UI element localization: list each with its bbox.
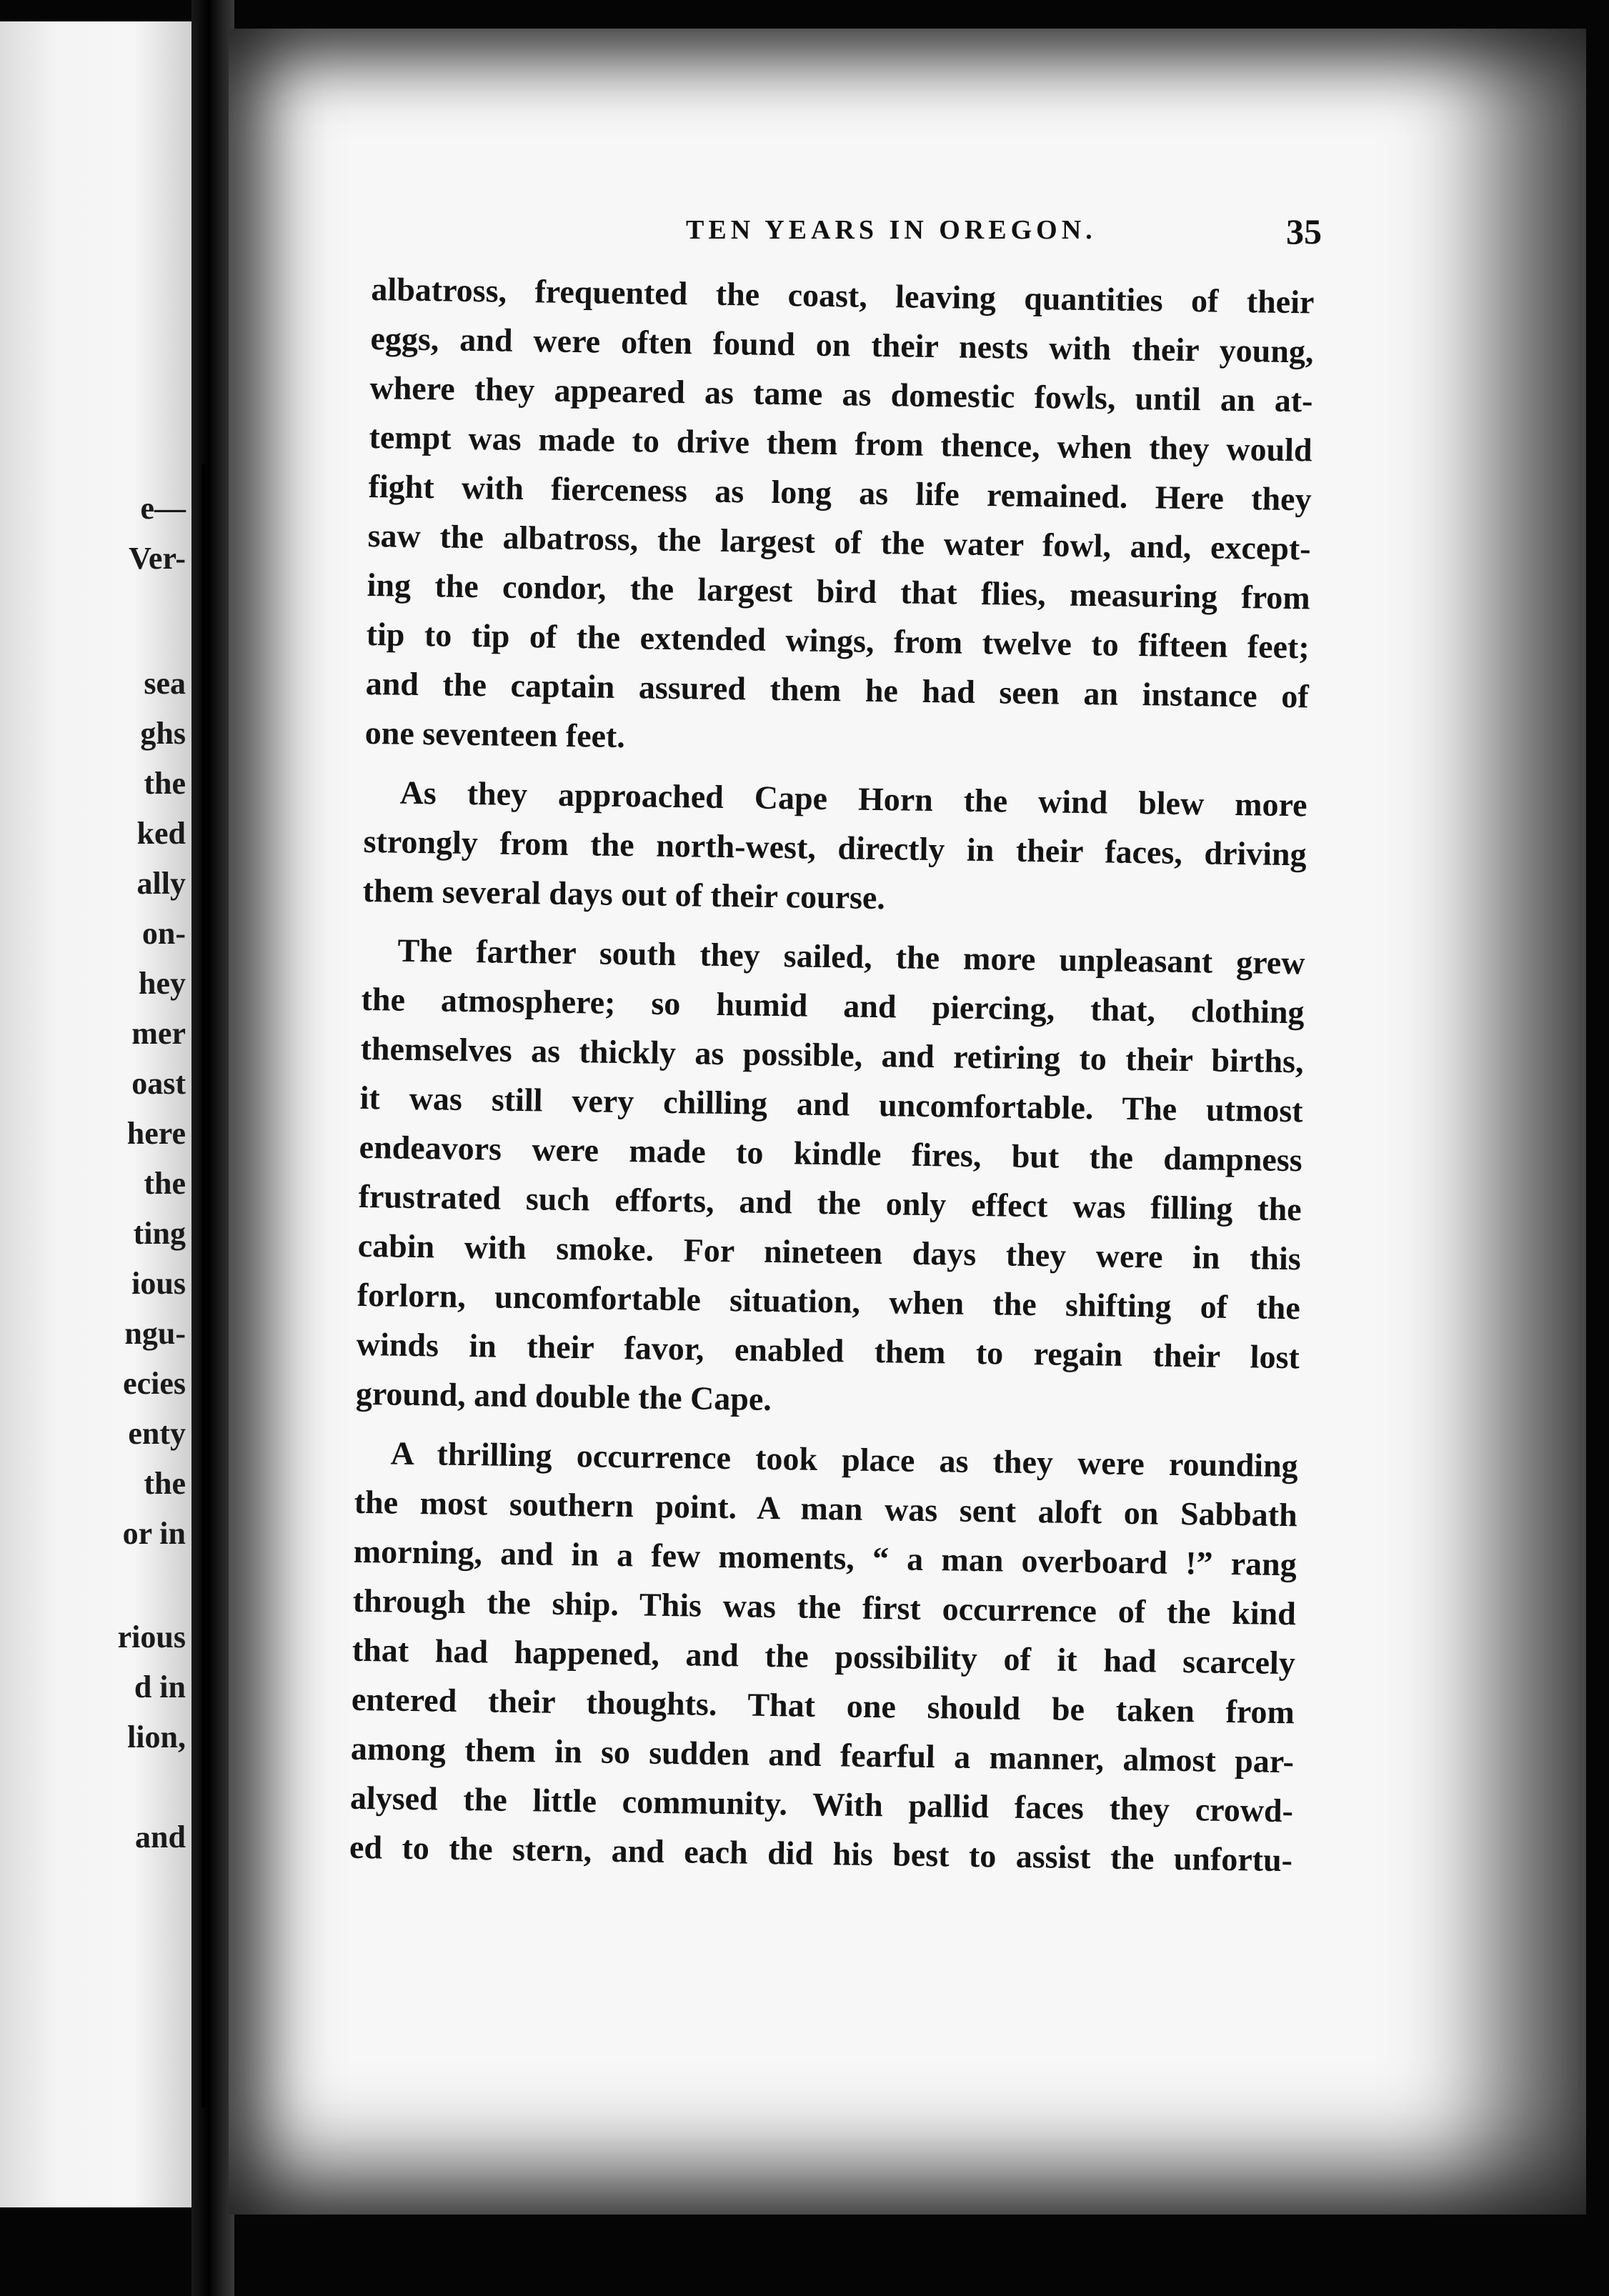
- left-line-fragment: hey: [139, 966, 186, 1001]
- left-line-fragment: ked: [136, 816, 186, 851]
- text-line: The farther south they sailed, the more unpleasant grew: [397, 932, 1305, 982]
- text-line: among them in so sudden and fearful a manner, almost par-: [350, 1730, 1295, 1780]
- previous-page-fragment: [0, 21, 191, 2207]
- text-line: winds in their favor, enabled them to regain their lost: [356, 1325, 1300, 1376]
- text-line: endeavors were made to kindle fires, but the dampness: [359, 1128, 1302, 1179]
- left-line-fragment: ious: [131, 1266, 186, 1301]
- left-line-fragment: the: [144, 1166, 186, 1201]
- page-body: [349, 264, 1314, 1895]
- left-line-fragment: sea: [144, 666, 186, 701]
- text-line: A thrilling occurrence took place as they were rounding: [390, 1434, 1299, 1484]
- left-line-fragment: ecies: [123, 1366, 186, 1401]
- text-line: saw the albatross, the largest of the water fowl, and, except-: [367, 516, 1311, 567]
- left-line-fragment: on-: [141, 916, 186, 951]
- text-line: strongly from the north-west, directly in their faces, driving: [363, 822, 1307, 873]
- text-line: eggs, and were often found on their nests with their young,: [370, 319, 1314, 370]
- paragraph: [362, 767, 1307, 928]
- left-line-fragment: lion,: [127, 1719, 186, 1755]
- text-line: ground, and double the Cape.: [355, 1374, 772, 1417]
- left-line-fragment: ting: [133, 1216, 186, 1251]
- paragraph: [349, 1428, 1299, 1885]
- text-line: As they approached Cape Horn the wind blew more: [399, 774, 1307, 824]
- left-line-fragment: and: [135, 1820, 186, 1855]
- left-line-fragment: rious: [117, 1619, 186, 1654]
- left-line-fragment: the: [144, 766, 186, 801]
- left-line-fragment: the: [144, 1466, 186, 1501]
- left-line-fragment: e—: [140, 491, 186, 526]
- book-gutter: [191, 0, 234, 2296]
- left-line-fragment: or in: [122, 1516, 186, 1551]
- left-line-fragment: Ver-: [129, 541, 186, 576]
- text-line: frustrated such efforts, and the only effect was filling the: [358, 1177, 1302, 1228]
- text-line: one seventeen feet.: [364, 714, 626, 755]
- text-line: that had happened, and the possibility of it had scarcely: [352, 1631, 1296, 1682]
- text-line: albatross, frequented the coast, leaving quantities of their: [371, 270, 1315, 321]
- current-page: [229, 29, 1586, 2215]
- text-line: where they appeared as tame as domestic fowls, until an at-: [369, 369, 1313, 419]
- text-line: it was still very chilling and uncomfortable. The utmost: [359, 1079, 1303, 1129]
- text-line: fight with fierceness as long as life remained. Here they: [368, 467, 1312, 518]
- running-head: TEN YEARS IN OREGON.: [686, 215, 1097, 245]
- text-line: ed to the stern, and each did his best to assist the unfortu-: [349, 1828, 1293, 1879]
- left-line-fragment: d in: [134, 1669, 186, 1704]
- text-line: the atmosphere; so humid and piercing, that, clothing: [361, 980, 1305, 1031]
- paragraph: [355, 925, 1305, 1431]
- text-line: tip to tip of the extended wings, from twelve to fifteen feet;: [366, 615, 1310, 666]
- left-line-fragment: enty: [128, 1416, 186, 1451]
- text-line: ing the condor, the largest bird that flies, measuring from: [367, 566, 1310, 617]
- text-line: the most southern point. A man was sent aloft on Sabbath: [354, 1483, 1298, 1534]
- text-line: through the ship. This was the first occurrence of the kind: [352, 1582, 1297, 1632]
- paragraph: [364, 264, 1315, 770]
- text-line: themselves as thickly as possible, and retiring to their births,: [360, 1029, 1304, 1080]
- left-line-fragment: ngu-: [124, 1316, 186, 1351]
- left-line-fragment: ally: [136, 866, 186, 901]
- text-line: them several days out of their course.: [362, 872, 886, 917]
- left-line-fragment: oast: [131, 1066, 186, 1101]
- text-line: morning, and in a few moments, “ a man overboard !” rang: [353, 1532, 1297, 1583]
- text-line: cabin with smoke. For nineteen days they were in this: [357, 1227, 1302, 1277]
- text-line: forlorn, uncomfortable situation, when the shifting of the: [357, 1276, 1301, 1327]
- text-line: alysed the little community. With pallid faces they crowd-: [349, 1779, 1294, 1830]
- left-line-fragment: ghs: [140, 716, 186, 751]
- left-line-fragment: here: [126, 1116, 186, 1151]
- text-line: entered their thoughts. That one should be taken from: [351, 1680, 1295, 1731]
- page-number: 35: [1286, 211, 1322, 251]
- binding-line: [201, 464, 206, 2107]
- text-line: and the captain assured them he had seen an instance of: [365, 664, 1310, 715]
- left-line-fragment: mer: [131, 1016, 186, 1051]
- text-line: tempt was made to drive them from thence, when they would: [369, 418, 1312, 469]
